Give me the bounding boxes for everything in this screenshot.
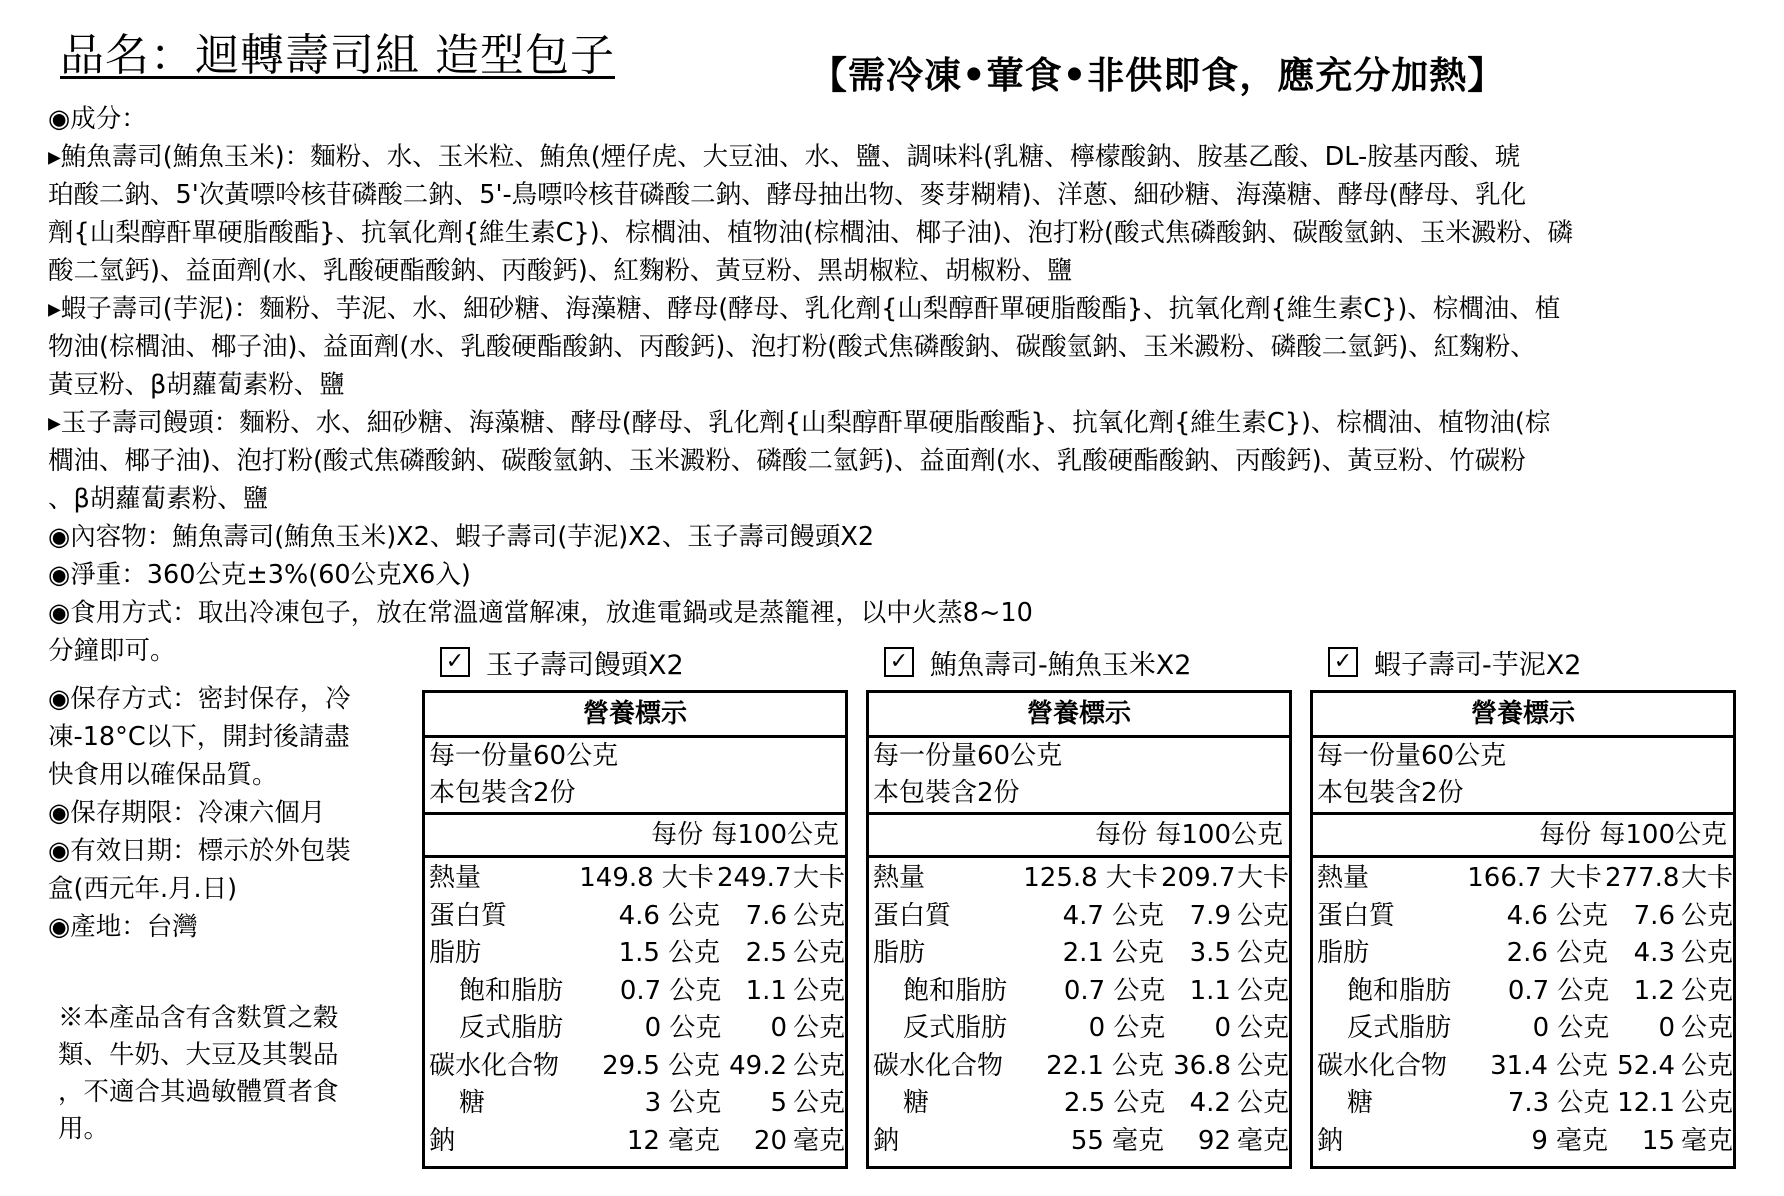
unit: 公克 xyxy=(1681,938,1734,968)
unit: 毫克 xyxy=(1681,1125,1734,1156)
nutrient-name: 脂肪 xyxy=(873,938,926,968)
per-serving-value: 0.7 xyxy=(619,975,662,1006)
column-headers: 每份 每100公克 xyxy=(869,815,1289,858)
storage-method-line: ◉保存方式：密封保存，冷 xyxy=(48,684,351,714)
per-serving-value: 55 xyxy=(1070,1125,1104,1156)
ingredient-line: 酸二氫鈣)、益面劑(水、乳酸硬酯酸鈉、丙酸鈣)、紅麴粉、黃豆粉、黑胡椒粒、胡椒粉、鹽 xyxy=(48,256,1073,286)
nutrition-header: 營養標示 xyxy=(869,693,1289,738)
nutrient-name: 蛋白質 xyxy=(873,900,952,931)
unit: 公克 xyxy=(1237,900,1290,931)
unit: 公克 xyxy=(1681,900,1734,931)
unit: 毫克 xyxy=(667,1125,720,1156)
table-row xyxy=(1313,1123,1733,1161)
ingredient-line: 黃豆粉、β胡蘿蔔素粉、鹽 xyxy=(48,370,345,400)
nutrient-name: 碳水化合物 xyxy=(429,1050,560,1081)
nutrient-name: 碳水化合物 xyxy=(1317,1050,1448,1081)
unit: 公克 xyxy=(667,1050,720,1081)
ingredient-line: 劑{山梨醇酐單硬脂酸酯}、抗氧化劑{維生素C})、棕櫚油、植物油(棕櫚油、椰子油)、泡打粉(酸式焦磷酸鈉、碳酸氫鈉、玉米澱粉、磷 xyxy=(48,218,1573,248)
per-serving-value: 166.7 xyxy=(1467,863,1542,893)
origin-line: ◉產地：台灣 xyxy=(48,912,198,942)
unit: 公克 xyxy=(1555,1050,1608,1081)
table-row xyxy=(1313,935,1733,973)
unit: 公克 xyxy=(667,938,720,968)
unit: 公克 xyxy=(1680,1013,1733,1043)
table-row xyxy=(869,973,1289,1011)
unit: 大卡 xyxy=(1681,863,1734,893)
panel-label: 玉子壽司饅頭X2 xyxy=(486,649,684,681)
table-row xyxy=(425,1085,845,1123)
serving-size: 每一份量60公克 xyxy=(873,741,1063,771)
nutrient-name: 熱量 xyxy=(873,863,926,893)
nutrition-panel-tuna xyxy=(866,640,1292,1169)
panel-label-row xyxy=(422,640,848,684)
table-row xyxy=(869,935,1289,973)
unit: 公克 xyxy=(1111,1050,1164,1081)
per-100g-value: 5 xyxy=(770,1088,787,1118)
unit: 公克 xyxy=(669,1088,722,1118)
per-serving-value: 4.7 xyxy=(1062,900,1104,931)
table-row xyxy=(869,898,1289,936)
storage-method-line: 凍-18°C以下，開封後請盡 xyxy=(48,722,350,752)
product-name-title: 品名：迴轉壽司組 造型包子 xyxy=(60,30,615,81)
allergen-warning xyxy=(58,1000,398,1148)
table-row xyxy=(869,860,1289,898)
unit: 公克 xyxy=(1111,900,1164,931)
unit: 大卡 xyxy=(1549,863,1602,893)
per-serving-value: 0 xyxy=(1532,1013,1550,1043)
unit: 公克 xyxy=(1113,1088,1166,1118)
per-100g-value: 7.9 xyxy=(1189,900,1231,931)
unit: 毫克 xyxy=(1111,1125,1164,1156)
nutrient-name: 糖 xyxy=(459,1088,486,1118)
per-serving-value: 7.3 xyxy=(1507,1088,1550,1118)
nutrition-panel-tamago xyxy=(422,640,848,1169)
per-serving-value: 0.7 xyxy=(1063,975,1106,1006)
nutrient-name: 碳水化合物 xyxy=(873,1050,1004,1081)
per-100g-value: 209.7 xyxy=(1161,863,1236,893)
table-row xyxy=(1313,1085,1733,1123)
ingredient-line: ▸蝦子壽司(芋泥)：麵粉、芋泥、水、細砂糖、海藻糖、酵母(酵母、乳化劑{山梨醇酐單硬脂酸酯}、抗氧化劑{維生素C})、棕櫚油、植 xyxy=(48,294,1561,324)
per-100g-value: 249.7 xyxy=(717,863,792,893)
serving-info xyxy=(425,738,845,815)
nutrient-name: 鈉 xyxy=(873,1125,900,1156)
nutrient-name: 熱量 xyxy=(429,863,482,893)
nutrition-header: 營養標示 xyxy=(425,693,845,738)
table-row xyxy=(425,973,845,1011)
per-serving-value: 12 xyxy=(626,1125,660,1156)
expiry-line-cont: 盒(西元年.月.日) xyxy=(48,874,238,904)
checkbox-checked-icon[interactable]: ✓ xyxy=(1328,647,1358,677)
unit: 公克 xyxy=(793,900,846,931)
per-100g-value: 2.5 xyxy=(745,938,787,968)
per-100g-value: 15 xyxy=(1641,1125,1675,1156)
nutrient-name: 熱量 xyxy=(1317,863,1370,893)
unit: 公克 xyxy=(1680,1088,1733,1118)
per-serving-value: 2.1 xyxy=(1062,938,1104,968)
table-row xyxy=(1313,1010,1733,1048)
shelf-life-line: ◉保存期限：冷凍六個月 xyxy=(48,798,326,828)
unit: 公克 xyxy=(1681,1050,1734,1081)
per-serving-value: 31.4 xyxy=(1490,1050,1548,1081)
unit: 公克 xyxy=(1236,1088,1289,1118)
unit: 公克 xyxy=(793,1050,846,1081)
per-serving-value: 1.5 xyxy=(618,938,660,968)
per-serving-value: 0.7 xyxy=(1507,975,1550,1006)
nutrition-table xyxy=(422,690,848,1169)
column-headers: 每份 每100公克 xyxy=(425,815,845,858)
allergen-line: ，不適合其過敏體質者食 xyxy=(58,1077,339,1107)
table-row xyxy=(869,1010,1289,1048)
per-100g-value: 0 xyxy=(770,1013,787,1043)
nutrient-name: 脂肪 xyxy=(429,938,482,968)
checkbox-checked-icon[interactable]: ✓ xyxy=(884,647,914,677)
unit: 公克 xyxy=(1557,975,1610,1006)
table-row xyxy=(1313,1048,1733,1086)
per-100g-value: 36.8 xyxy=(1173,1050,1231,1081)
table-row xyxy=(1313,898,1733,936)
unit: 大卡 xyxy=(793,863,846,893)
unit: 公克 xyxy=(669,1013,722,1043)
net-weight-line: ◉淨重：360公克±3%(60公克X6入) xyxy=(48,560,471,590)
servings-per-pack: 本包裝含2份 xyxy=(429,778,576,808)
checkbox-checked-icon[interactable]: ✓ xyxy=(440,647,470,677)
per-100g-value: 1.1 xyxy=(745,975,787,1006)
nutrient-name: 反式脂肪 xyxy=(903,1013,1008,1043)
storage-notice: 【需冷凍•葷食•非供即食，應充分加熱】 xyxy=(810,54,1506,97)
table-row xyxy=(425,860,845,898)
per-serving-value: 4.6 xyxy=(618,900,660,931)
serving-info xyxy=(1313,738,1733,815)
unit: 公克 xyxy=(1557,1088,1610,1118)
unit: 大卡 xyxy=(661,863,714,893)
unit: 公克 xyxy=(669,975,722,1006)
storage-method-line: 快食用以確保品質。 xyxy=(48,760,278,790)
per-100g-value: 0 xyxy=(1214,1013,1231,1043)
per-serving-value: 125.8 xyxy=(1023,863,1098,893)
panel-label-row xyxy=(1310,640,1736,684)
per-100g-value: 4.2 xyxy=(1189,1088,1231,1118)
nutrition-table xyxy=(1310,690,1736,1169)
unit: 公克 xyxy=(1113,975,1166,1006)
table-row xyxy=(1313,860,1733,898)
serving-size: 每一份量60公克 xyxy=(429,741,619,771)
usage-line-cont: 分鐘即可。 xyxy=(48,636,176,666)
panel-label: 鮪魚壽司-鮪魚玉米X2 xyxy=(930,649,1192,681)
ingredient-line: ▸玉子壽司饅頭：麵粉、水、細砂糖、海藻糖、酵母(酵母、乳化劑{山梨醇酐單硬脂酸酯}、抗氧化劑{維生素C})、棕櫚油、植物油(棕 xyxy=(48,408,1551,438)
per-serving-value: 9 xyxy=(1531,1125,1548,1156)
ingredient-line: 櫚油、椰子油)、泡打粉(酸式焦磷酸鈉、碳酸氫鈉、玉米澱粉、磷酸二氫鈣)、益面劑(水、乳酸硬酯酸鈉、丙酸鈣)、黃豆粉、竹碳粉 xyxy=(48,446,1526,476)
servings-per-pack: 本包裝含2份 xyxy=(873,778,1020,808)
unit: 公克 xyxy=(793,938,846,968)
nutrient-name: 反式脂肪 xyxy=(1347,1013,1452,1043)
nutrient-name: 糖 xyxy=(903,1088,930,1118)
allergen-line: 類、牛奶、大豆及其製品 xyxy=(58,1040,339,1070)
ingredients-block xyxy=(48,100,1748,670)
usage-line: ◉食用方式：取出冷凍包子，放在常溫適當解凍，放進電鍋或是蒸籠裡，以中火蒸8~10 xyxy=(48,598,1033,628)
table-row xyxy=(425,1048,845,1086)
per-100g-value: 92 xyxy=(1197,1125,1231,1156)
unit: 公克 xyxy=(1237,1050,1290,1081)
ingredients-heading: ◉成分： xyxy=(48,104,147,134)
per-serving-value: 149.8 xyxy=(579,863,654,893)
per-100g-value: 4.3 xyxy=(1633,938,1675,968)
per-100g-value: 1.1 xyxy=(1189,975,1231,1006)
allergen-line: 用。 xyxy=(58,1114,110,1144)
nutrient-name: 鈉 xyxy=(1317,1125,1344,1156)
per-100g-value: 12.1 xyxy=(1617,1088,1675,1118)
ingredient-line: 、β胡蘿蔔素粉、鹽 xyxy=(48,484,269,514)
per-serving-value: 2.6 xyxy=(1506,938,1548,968)
table-row xyxy=(425,935,845,973)
unit: 公克 xyxy=(1236,975,1289,1006)
serving-size: 每一份量60公克 xyxy=(1317,741,1507,771)
per-100g-value: 52.4 xyxy=(1617,1050,1675,1081)
table-row xyxy=(425,1010,845,1048)
table-row xyxy=(425,1123,845,1161)
per-serving-value: 22.1 xyxy=(1046,1050,1104,1081)
panel-label: 蝦子壽司-芋泥X2 xyxy=(1374,649,1582,681)
nutrition-table xyxy=(866,690,1292,1169)
table-row xyxy=(869,1085,1289,1123)
per-100g-value: 7.6 xyxy=(745,900,787,931)
column-headers: 每份 每100公克 xyxy=(1313,815,1733,858)
nutrient-name: 飽和脂肪 xyxy=(459,975,564,1006)
unit: 毫克 xyxy=(1555,1125,1608,1156)
unit: 公克 xyxy=(1557,1013,1610,1043)
table-row xyxy=(425,898,845,936)
servings-per-pack: 本包裝含2份 xyxy=(1317,778,1464,808)
ingredient-line: 物油(棕櫚油、椰子油)、益面劑(水、乳酸硬酯酸鈉、丙酸鈣)、泡打粉(酸式焦磷酸鈉、碳酸氫鈉、玉米澱粉、磷酸二氫鈣)、紅麴粉、 xyxy=(48,332,1536,362)
nutrient-name: 鈉 xyxy=(429,1125,456,1156)
unit: 公克 xyxy=(1111,938,1164,968)
nutrient-name: 飽和脂肪 xyxy=(903,975,1008,1006)
per-100g-value: 1.2 xyxy=(1633,975,1675,1006)
per-serving-value: 0 xyxy=(1088,1013,1106,1043)
unit: 公克 xyxy=(1555,938,1608,968)
per-serving-value: 4.6 xyxy=(1506,900,1548,931)
per-serving-value: 3 xyxy=(644,1088,662,1118)
unit: 公克 xyxy=(1680,975,1733,1006)
panel-label-row xyxy=(866,640,1292,684)
nutrient-name: 蛋白質 xyxy=(429,900,508,931)
unit: 大卡 xyxy=(1237,863,1290,893)
allergen-line: ※本產品含有含麩質之穀 xyxy=(58,1003,339,1033)
table-row xyxy=(869,1123,1289,1161)
contents-line: ◉內容物：鮪魚壽司(鮪魚玉米)X2、蝦子壽司(芋泥)X2、玉子壽司饅頭X2 xyxy=(48,522,875,552)
nutrition-panel-shrimp xyxy=(1310,640,1736,1169)
nutrient-name: 蛋白質 xyxy=(1317,900,1396,931)
per-serving-value: 2.5 xyxy=(1063,1088,1106,1118)
per-serving-value: 29.5 xyxy=(602,1050,660,1081)
ingredient-line: ▸鮪魚壽司(鮪魚玉米)：麵粉、水、玉米粒、鮪魚(煙仔虎、大豆油、水、鹽、調味料(乳糖、檸檬酸鈉、胺基乙酸、DL-胺基丙酸、琥 xyxy=(48,142,1521,172)
ingredient-line: 珀酸二鈉、5'次黃嘌呤核苷磷酸二鈉、5'-鳥嘌呤核苷磷酸二鈉、酵母抽出物、麥芽糊精)、洋蔥、細砂糖、海藻糖、酵母(酵母、乳化 xyxy=(48,180,1527,210)
unit: 公克 xyxy=(1236,1013,1289,1043)
per-100g-value: 3.5 xyxy=(1189,938,1231,968)
unit: 公克 xyxy=(667,900,720,931)
storage-info-block xyxy=(48,680,408,946)
per-serving-value: 0 xyxy=(644,1013,662,1043)
nutrient-name: 脂肪 xyxy=(1317,938,1370,968)
per-100g-value: 277.8 xyxy=(1605,863,1680,893)
expiry-line: ◉有效日期：標示於外包裝 xyxy=(48,836,351,866)
nutrient-name: 反式脂肪 xyxy=(459,1013,564,1043)
nutrition-header: 營養標示 xyxy=(1313,693,1733,738)
table-row xyxy=(869,1048,1289,1086)
per-100g-value: 7.6 xyxy=(1633,900,1675,931)
nutrient-name: 糖 xyxy=(1347,1088,1374,1118)
unit: 公克 xyxy=(1555,900,1608,931)
unit: 公克 xyxy=(792,1088,845,1118)
per-100g-value: 49.2 xyxy=(729,1050,787,1081)
unit: 公克 xyxy=(792,1013,845,1043)
unit: 毫克 xyxy=(1237,1125,1290,1156)
unit: 公克 xyxy=(1113,1013,1166,1043)
nutrient-name: 飽和脂肪 xyxy=(1347,975,1452,1006)
table-row xyxy=(1313,973,1733,1011)
unit: 大卡 xyxy=(1105,863,1158,893)
serving-info xyxy=(869,738,1289,815)
unit: 毫克 xyxy=(793,1125,846,1156)
unit: 公克 xyxy=(792,975,845,1006)
unit: 公克 xyxy=(1237,938,1290,968)
per-100g-value: 20 xyxy=(753,1125,787,1156)
per-100g-value: 0 xyxy=(1658,1013,1675,1043)
